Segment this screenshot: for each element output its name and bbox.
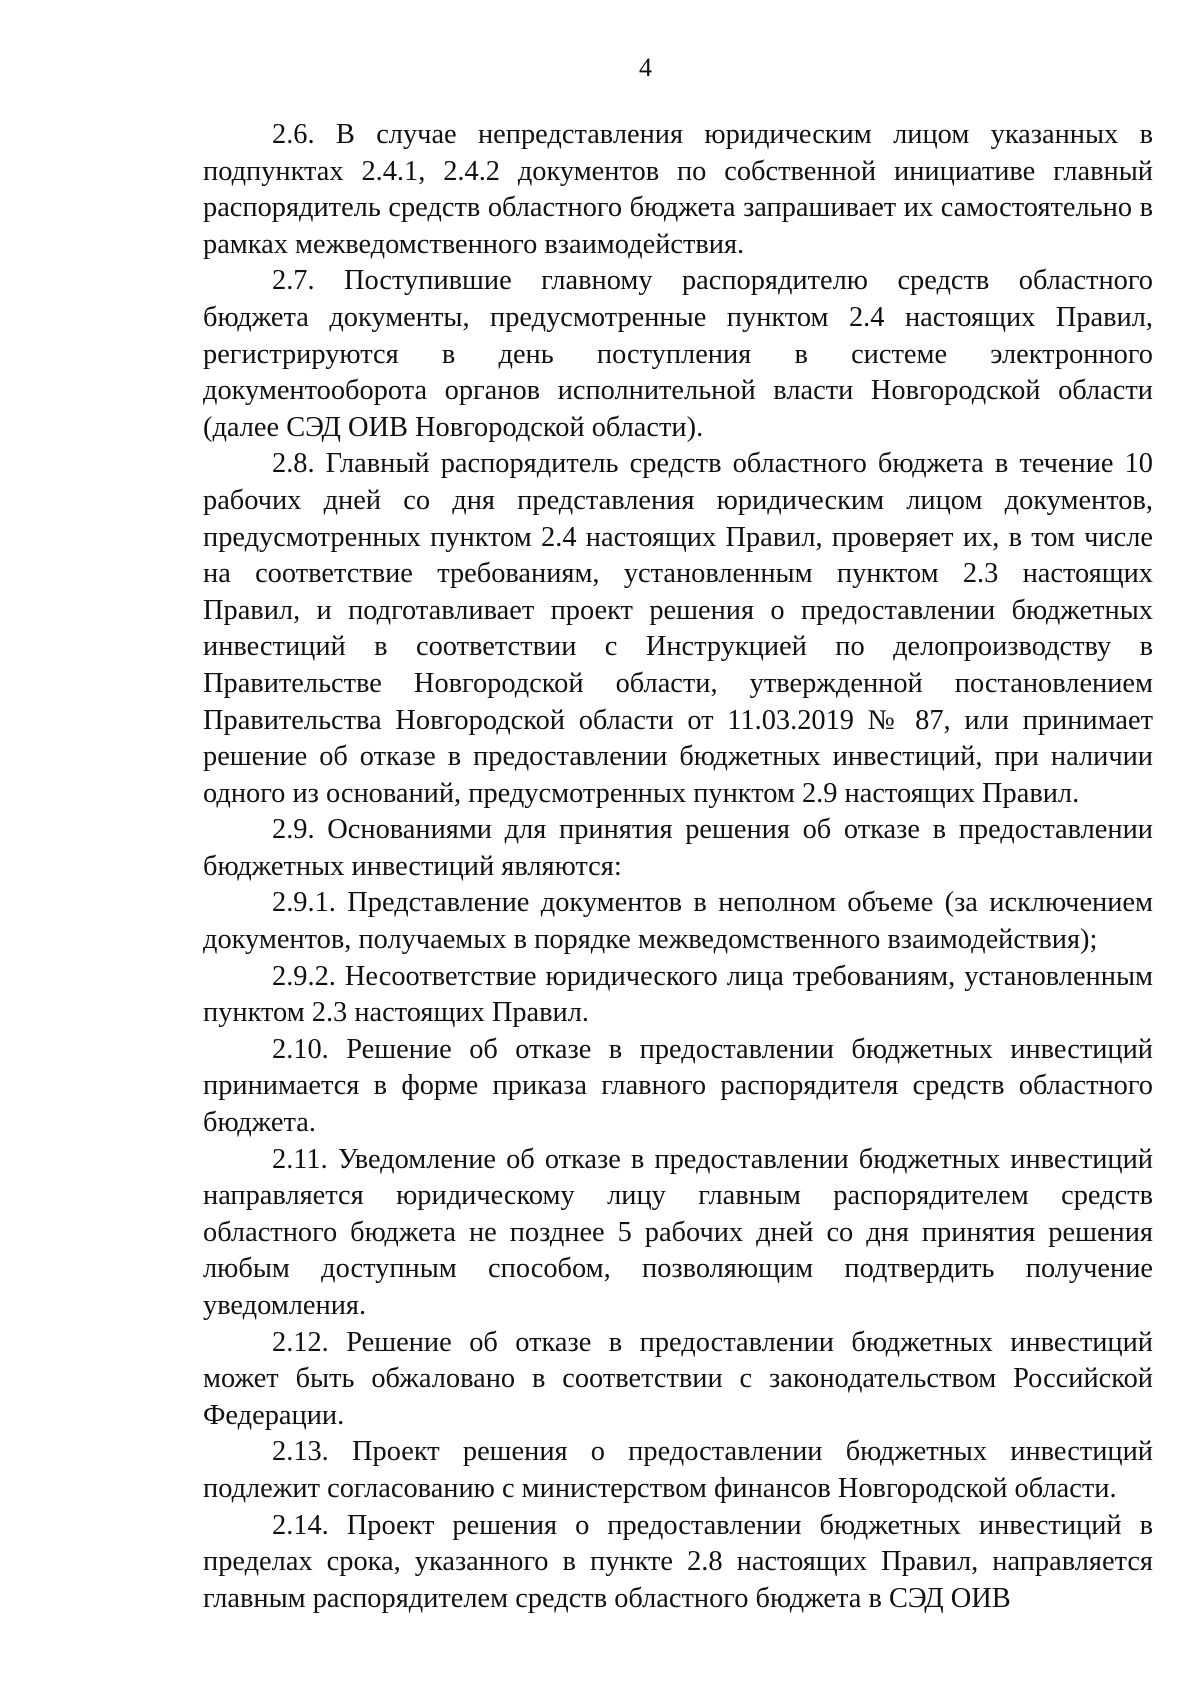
paragraph-2-10: 2.10. Решение об отказе в предоставлении бюджетных инвестиций принимается в форме приказа главного распорядителя средств областного бюджета.: [203, 1033, 1153, 1139]
paragraph-2-12: 2.12. Решение об отказе в предоставлении бюджетных инвестиций может быть обжаловано в соответствии с законодательством Российской Федерации.: [203, 1326, 1153, 1431]
paragraph-2-13: 2.13. Проект решения о предоставлении бюджетных инвестиций подлежит согласованию с министерством финансов Новгородской области.: [203, 1436, 1153, 1504]
paragraph-2-11: 2.11. Уведомление об отказе в предоставлении бюджетных инвестиций направляется юридическому лицу главным распорядителем средств областного бюджета не позднее 5 рабочих дней со дня принятия решения любым доступным способом, позволяющим подтвердить получение уведомления.: [203, 1143, 1153, 1321]
page-number: 4: [639, 53, 652, 82]
paragraph-2-6: 2.6. В случае непредставления юридическим лицом указанных в подпунктах 2.4.1, 2.4.2 документов по собственной инициативе главный распорядитель средств областного бюджета запрашивает их самостоятельно в рамках межведомственного взаимодействия.: [203, 119, 1153, 260]
paragraph-2-9: 2.9. Основаниями для принятия решения об отказе в предоставлении бюджетных инвестиций являются:: [203, 814, 1153, 882]
paragraph-2-7: 2.7. Поступившие главному распорядителю средств областного бюджета документы, предусмотренные пунктом 2.4 настоящих Правил, регистрируются в день поступления в системе электронного документооборота органов исполнительной власти Новгородской области (далее СЭД ОИВ Новгородской области).: [203, 265, 1153, 443]
document-body: [203, 117, 1153, 1617]
paragraph-2-9-2: 2.9.2. Несоответствие юридического лица требованиям, установленным пунктом 2.3 настоящих Правил.: [203, 960, 1153, 1029]
paragraph-2-9-1: 2.9.1. Представление документов в неполном объеме (за исключением документов, получаемых в порядке межведомственного взаимодействия);: [203, 887, 1153, 956]
paragraph-2-14: 2.14. Проект решения о предоставлении бюджетных инвестиций в пределах срока, указанного в пункте 2.8 настоящих Правил, направляется главным распорядителем средств областного бюджета в СЭД ОИВ: [203, 1509, 1153, 1614]
paragraph-2-8: 2.8. Главный распорядитель средств областного бюджета в течение 10 рабочих дней со дня представления юридическим лицом документов, предусмотренных пунктом 2.4 настоящих Правил, проверяет их, в том числе на соответствие требованиям, установленным пунктом 2.3 настоящих Правил, и подготавливает проект решения о предоставлении бюджетных инвестиций в соответствии с Инструкцией по делопроизводству в Правительстве Новгородской области, утвержденной постановлением Правительства Новгородской области от 11.03.2019 № 87, или принимает решение об отказе в предоставлении бюджетных инвестиций, при наличии одного из оснований, предусмотренных пунктом 2.9 настоящих Правил.: [203, 448, 1153, 809]
